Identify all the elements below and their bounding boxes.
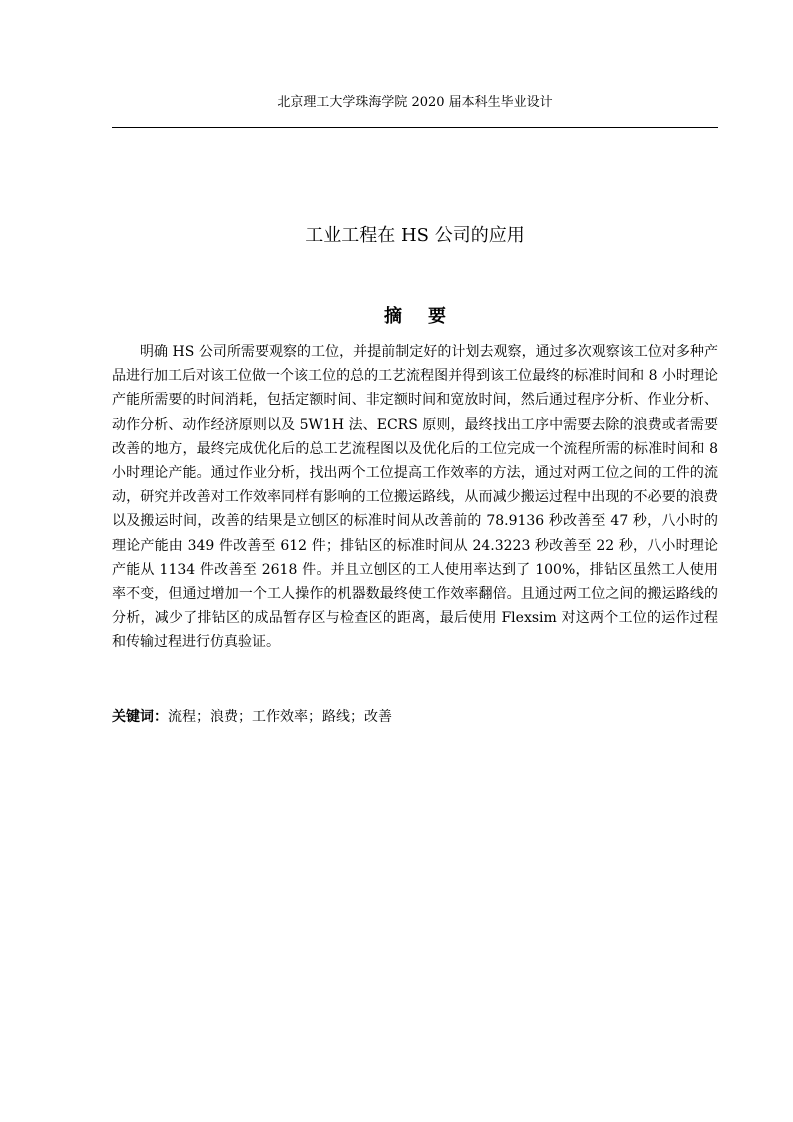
page-header: 北京理工大学珠海学院 2020 届本科生毕业设计 [277,95,553,110]
paper-title: 工业工程在 HS 公司的应用 [305,225,525,246]
keywords-label: 关键词： [112,709,168,725]
header-rule [112,127,718,128]
keywords-value: 流程；浪费；工作效率；路线；改善 [168,709,392,725]
abstract-heading: 摘要 [384,306,472,327]
abstract-body: 明确 HS 公司所需要观察的工位，并提前制定好的计划去观察，通过多次观察该工位对多种产品进行加工后对该工位做一个该工位的总的工艺流程图并得到该工位最终的标准时间和 8 小时理论产能所需要的时间消耗，包括定额时间、非定额时间和宽放时间，然后通过程序分析、作业分析、动作分析、动作经济原则以及 5W1H 法、ECRS 原则，最终找出工序中需要去除的浪费或者需要改善的地方，最终完成优化后的总工艺流程图以及优化后的工位完成一个流程所需的标准时间和 8 小时理论产能。通过作业分析，找出两个工位提高工作效率的方法，通过对两工位之间的工件的流动，研究并改善对工作效率同样有影响的工位搬运路线，从而减少搬运过程中出现的不必要的浪费以及搬运时间，改善的结果是立刨区的标准时间从改善前的 78.9136 秒改善至 47 秒，八小时的理论产能由 349 件改善至 612 件；排钻区的标准时间从 24.3223 秒改善至 22 秒，八小时理论产能从 1134 件改善至 2618 件。并且立刨区的工人使用率达到了 100%，排钻区虽然工人使用率不变，但通过增加一个工人操作的机器数最终使工作效率翻倍。且通过两工位之间的搬运路线的分析，减少了排钻区的成品暂存区与检查区的距离，最后使用 Flexsim 对这两个工位的运作过程和传输过程进行仿真验证。 [112,344,718,651]
keywords-line [112,705,718,729]
